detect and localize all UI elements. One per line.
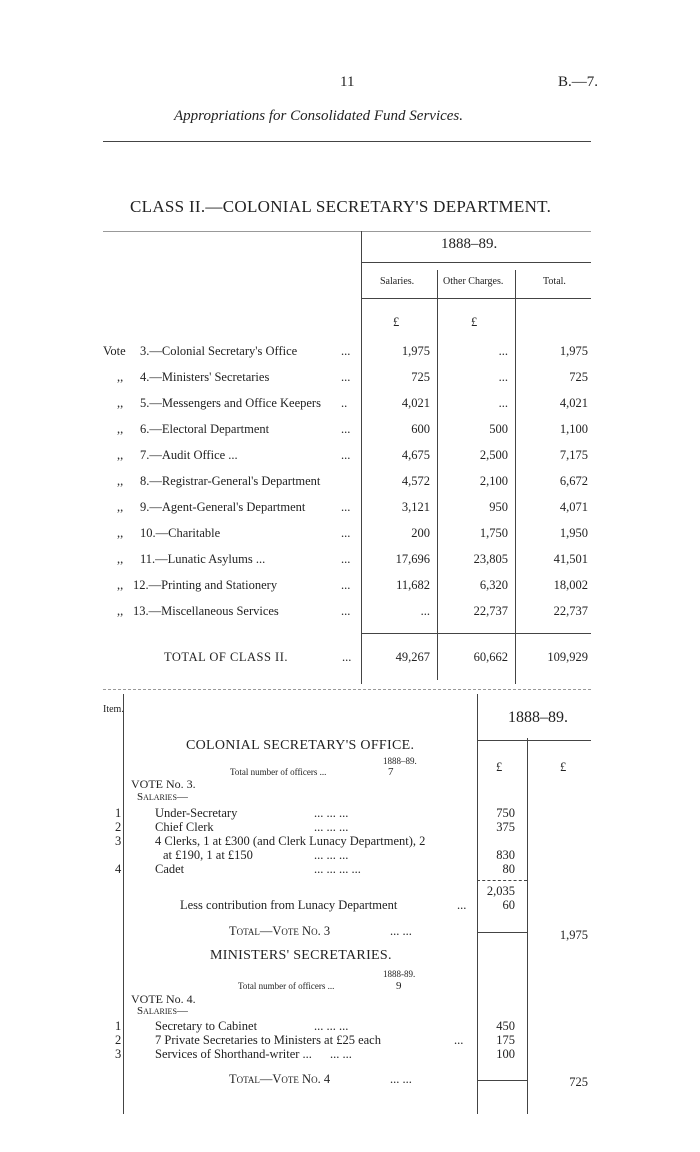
office-officers-label: Total number of officers ...: [230, 767, 327, 777]
vote-salaries: 17,696: [395, 552, 430, 566]
vote-leader: ...: [341, 370, 351, 384]
col-salaries-header: Salaries.: [380, 276, 415, 287]
vote-other: 23,805: [473, 552, 508, 566]
vote-total: 4,071: [559, 500, 588, 514]
less-leader: ...: [457, 898, 467, 912]
total-class-total: 109,929: [547, 650, 588, 664]
item-number: 2: [115, 1033, 122, 1047]
vote-total: 4,021: [559, 396, 588, 410]
vote-other: 22,737: [473, 604, 508, 618]
office-year: 1888–89.: [383, 756, 417, 766]
less-amount: 60: [502, 898, 515, 912]
vote-salaries: 600: [411, 422, 430, 436]
summary-year-rule: [361, 262, 591, 263]
vote-leader: ...: [341, 448, 351, 462]
vote-label: 9.—Agent-General's Department: [140, 500, 306, 514]
vote-prefix: ,,: [117, 500, 124, 514]
item-text: Under-Secretary: [155, 806, 238, 820]
item-header: Item.: [103, 704, 124, 715]
document-code: B.—7.: [558, 74, 599, 90]
amount-col-rule: [477, 694, 478, 1114]
item-amount: 750: [496, 806, 515, 820]
vote-leader: ...: [341, 526, 351, 540]
vote-other: 2,500: [479, 448, 508, 462]
vote-other: ...: [498, 396, 508, 410]
vote-label: 4.—Ministers' Secretaries: [140, 370, 270, 384]
subtotal3-amount: 2,035: [486, 884, 515, 898]
item-number: 3: [115, 1047, 122, 1061]
item-number: 1: [115, 806, 122, 820]
item-amount: 830: [496, 848, 515, 862]
vote-salaries: 725: [411, 370, 430, 384]
vote-leader: ...: [341, 578, 351, 592]
item-number: 2: [115, 820, 122, 834]
item-amount: 450: [496, 1019, 515, 1033]
ministers-year: 1888-89.: [383, 969, 416, 979]
item-amount: 175: [496, 1033, 515, 1047]
item-leaders: ... ... ... ...: [314, 862, 361, 876]
vote-total: 41,501: [553, 552, 588, 566]
vote-prefix: ,,: [117, 448, 124, 462]
vote-prefix: ,,: [117, 552, 124, 566]
vote-total: 725: [569, 370, 588, 384]
vote-label: 13.—Miscellaneous Services: [133, 604, 279, 618]
vote3-salaries-label: Salaries—: [137, 791, 188, 803]
vote-leader: ...: [341, 604, 351, 618]
currency-other: £: [471, 315, 478, 329]
item-number: 3: [115, 834, 122, 848]
item-text: Services of Shorthand-writer ...: [155, 1047, 312, 1061]
total4-label: Total—Vote No. 4: [229, 1072, 331, 1086]
ministers-officers-count: 9: [396, 980, 402, 992]
item-text: 4 Clerks, 1 at £300 (and Clerk Lunacy Department), 2: [155, 834, 426, 848]
item-number: 1: [115, 1019, 122, 1033]
item-amount: 100: [496, 1047, 515, 1061]
vote-salaries: 4,021: [401, 396, 430, 410]
vote-total: 1,100: [559, 422, 588, 436]
detail-currency-2: £: [560, 760, 567, 774]
total-class-salaries: 49,267: [395, 650, 430, 664]
item-leaders: ... ... ...: [314, 1019, 349, 1033]
page-number: 11: [340, 74, 355, 90]
detail-year: 1888–89.: [508, 709, 568, 726]
vote4-salaries-label: Salaries—: [137, 1005, 188, 1017]
vote-total: 1,950: [559, 526, 588, 540]
vote-other: 2,100: [479, 474, 508, 488]
total-rule: [361, 633, 591, 634]
vote-salaries: ...: [420, 604, 430, 618]
office-title: COLONIAL SECRETARY'S OFFICE.: [186, 738, 415, 753]
item-leaders: ... ... ...: [314, 848, 349, 862]
vote-label: 7.—Audit Office ...: [140, 448, 238, 462]
vote-other: 6,320: [479, 578, 508, 592]
vote-leader: ..: [341, 396, 348, 410]
subtotal3-rule: [477, 880, 527, 881]
vote-prefix: ,,: [117, 422, 124, 436]
ministers-officers-label: Total number of officers ...: [238, 981, 335, 991]
total3-label: Total—Vote No. 3: [229, 924, 331, 938]
vote-other: 1,750: [479, 526, 508, 540]
vote3-label: VOTE No. 3.: [131, 777, 196, 791]
item-leaders: ... ...: [330, 1047, 352, 1061]
vote-salaries: 200: [411, 526, 430, 540]
vote-label: 5.—Messengers and Office Keepers: [140, 396, 321, 410]
less-label: Less contribution from Lunacy Department: [180, 898, 398, 912]
vote-prefix: ,,: [117, 526, 124, 540]
total-class-leader: ...: [342, 650, 352, 664]
item-leaders: ... ... ...: [314, 806, 349, 820]
col-rule-1: [437, 270, 438, 680]
vote-leader: ...: [341, 500, 351, 514]
vote-other: 500: [489, 422, 508, 436]
vote-label: 10.—Charitable: [140, 526, 221, 540]
col-total-header: Total.: [543, 276, 566, 287]
item-text: Chief Clerk: [155, 820, 214, 834]
item-leaders: ... ... ...: [314, 820, 349, 834]
item-leaders: ...: [454, 1033, 464, 1047]
total4-leaders: ... ...: [390, 1072, 412, 1086]
currency-salaries: £: [393, 315, 400, 329]
item-text: Secretary to Cabinet: [155, 1019, 258, 1033]
detail-year-rule: [477, 740, 591, 741]
vote-total: 18,002: [553, 578, 588, 592]
summary-year: 1888–89.: [441, 236, 498, 252]
total3-rule: [477, 932, 527, 933]
vote-salaries: 4,572: [401, 474, 430, 488]
office-officers-count: 7: [388, 766, 394, 778]
item-amount: 80: [502, 862, 515, 876]
vote-label: 8.—Registrar-General's Department: [140, 474, 321, 488]
vote-salaries: 11,682: [396, 578, 430, 592]
vote-label: 12.—Printing and Stationery: [133, 578, 278, 592]
col-header-rule: [361, 298, 591, 299]
vote-prefix: Vote: [103, 344, 126, 358]
item-amount: 375: [496, 820, 515, 834]
header-rule: [103, 141, 591, 142]
ministers-title: MINISTERS' SECRETARIES.: [210, 948, 392, 963]
vote-other: 950: [489, 500, 508, 514]
total3-amount: 1,975: [559, 928, 588, 942]
total4-amount: 725: [569, 1075, 588, 1089]
page-subtitle: Appropriations for Consolidated Fund Services.: [174, 108, 464, 124]
detail-currency-1: £: [496, 760, 503, 774]
total-col-rule: [527, 738, 528, 1114]
vote-leader: ...: [341, 344, 351, 358]
vote-prefix: ,,: [117, 370, 124, 384]
vote-total: 6,672: [559, 474, 588, 488]
vote-salaries: 1,975: [401, 344, 430, 358]
vote-total: 7,175: [559, 448, 588, 462]
item-text: 7 Private Secretaries to Ministers at £25 each: [155, 1033, 381, 1047]
vote-salaries: 3,121: [401, 500, 430, 514]
vote-label: 11.—Lunatic Asylums ...: [140, 552, 266, 566]
total3-leaders: ... ...: [390, 924, 412, 938]
vote-prefix: ,,: [117, 604, 124, 618]
item-text: at £190, 1 at £150: [163, 848, 253, 862]
col-rule-2: [515, 270, 516, 684]
item-number: 4: [115, 862, 122, 876]
vote-label: 3.—Colonial Secretary's Office: [140, 344, 298, 358]
vote-prefix: ,,: [117, 474, 124, 488]
total4-rule: [477, 1080, 527, 1081]
vote-prefix: ,,: [117, 396, 124, 410]
col-other-header: Other Charges.: [443, 276, 504, 287]
vote-salaries: 4,675: [401, 448, 430, 462]
class-title: CLASS II.—COLONIAL SECRETARY'S DEPARTMENT.: [130, 197, 552, 216]
item-text: Cadet: [155, 862, 185, 876]
vote-other: ...: [498, 344, 508, 358]
vote-prefix: ,,: [117, 578, 124, 592]
summary-top-rule: [103, 231, 591, 232]
vote-other: ...: [498, 370, 508, 384]
vote-total: 22,737: [553, 604, 588, 618]
total-class-label: TOTAL OF CLASS II.: [164, 650, 288, 664]
vote-total: 1,975: [559, 344, 588, 358]
vote-leader: ...: [341, 422, 351, 436]
vote4-label: VOTE No. 4.: [131, 992, 196, 1006]
vote-leader: ...: [341, 552, 351, 566]
total-class-other: 60,662: [473, 650, 508, 664]
summary-bottom-rule: [103, 689, 591, 690]
vote-label: 6.—Electoral Department: [140, 422, 270, 436]
